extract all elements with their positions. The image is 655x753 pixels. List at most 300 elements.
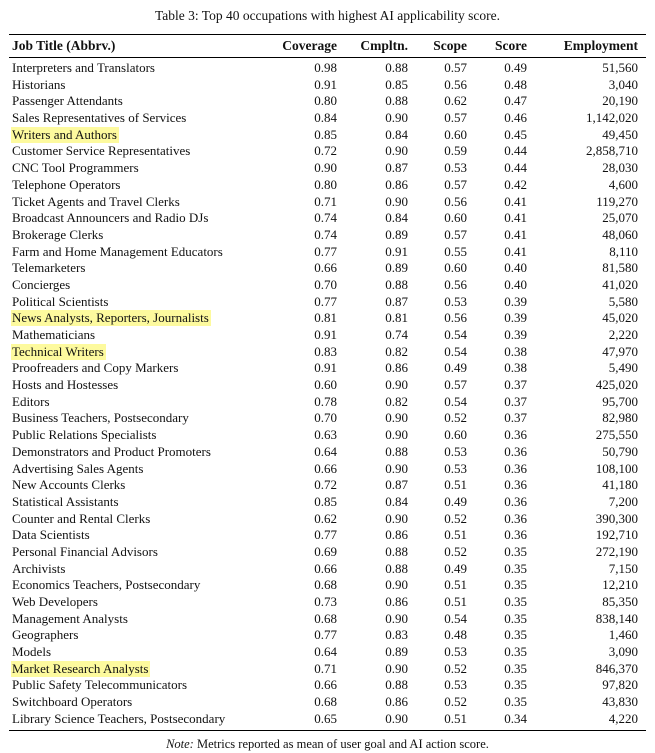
scope-value: 0.51: [444, 477, 467, 493]
employment-value: 275,550: [595, 427, 638, 443]
table-row: [9, 444, 646, 461]
scope-value: 0.57: [444, 110, 467, 126]
table-row: [9, 627, 646, 644]
job-title: Web Developers: [12, 594, 98, 609]
table-row: [9, 577, 646, 594]
job-title-cell: [9, 644, 267, 661]
coverage-value: 0.91: [314, 327, 337, 342]
score-value: 0.35: [504, 560, 527, 576]
employment-value: 43,830: [602, 694, 638, 710]
job-title: Sales Representatives of Services: [12, 110, 187, 126]
cmpltn-value: 0.86: [385, 176, 408, 192]
table-row: [9, 494, 646, 511]
cmpltn-value: 0.89: [385, 226, 408, 242]
scope-value: 0.60: [444, 210, 467, 226]
table-row: [9, 410, 646, 427]
job-title: Business Teachers, Postsecondary: [12, 410, 189, 426]
job-title-cell: [9, 561, 267, 578]
table-body: [9, 58, 646, 731]
scope-value: 0.60: [444, 427, 467, 443]
job-title-cell: [9, 577, 267, 594]
employment-value: 2,220: [608, 327, 638, 342]
employment-value: 82,980: [602, 410, 638, 426]
employment-value: 2,858,710: [586, 143, 638, 159]
coverage-value: 0.83: [314, 343, 337, 359]
job-title-cell: [9, 427, 267, 444]
coverage-value: 0.77: [314, 527, 337, 543]
employment-value: 4,220: [608, 710, 638, 726]
table-caption: Table 3: Top 40 occupations with highest AI applicability score.: [154, 8, 501, 23]
table-row: [9, 461, 646, 478]
coverage-value: 0.77: [314, 293, 337, 309]
job-title-cell: [9, 310, 267, 327]
coverage-value: 0.68: [314, 610, 337, 626]
employment-value: 846,370: [595, 660, 638, 676]
employment-value: 51,560: [602, 60, 638, 75]
job-title: Library Science Teachers, Postsecondary: [12, 710, 226, 726]
cmpltn-value: 0.82: [385, 343, 408, 359]
job-title: New Accounts Clerks: [12, 477, 126, 493]
job-title: Switchboard Operators: [12, 694, 133, 710]
employment-value: 12,210: [602, 577, 638, 593]
cmpltn-value: 0.90: [385, 427, 408, 443]
cmpltn-value: 0.88: [385, 560, 408, 576]
scope-value: 0.57: [444, 60, 467, 75]
table-row: [9, 58, 646, 77]
job-title: Concierges: [12, 276, 71, 292]
score-value: 0.36: [504, 427, 527, 443]
cmpltn-value: 0.90: [385, 710, 408, 726]
score-value: 0.35: [504, 660, 527, 676]
scope-value: 0.57: [444, 377, 467, 393]
job-title-cell: [9, 494, 267, 511]
note-label: Note:: [166, 736, 194, 751]
col-header-job-title: Job Title (Abbrv.): [9, 35, 267, 58]
scope-value: 0.57: [444, 226, 467, 242]
cmpltn-value: 0.86: [385, 694, 408, 710]
scope-value: 0.54: [444, 343, 467, 359]
coverage-value: 0.81: [314, 310, 337, 326]
employment-value: 5,490: [608, 360, 638, 376]
coverage-value: 0.64: [314, 644, 337, 660]
job-title: Ticket Agents and Travel Clerks: [12, 193, 180, 209]
score-value: 0.41: [504, 226, 527, 242]
job-title-cell: [9, 627, 267, 644]
cmpltn-value: 0.90: [385, 410, 408, 426]
job-title: Broadcast Announcers and Radio DJs: [12, 210, 209, 226]
coverage-value: 0.63: [314, 427, 337, 443]
score-value: 0.39: [504, 310, 527, 326]
job-title-cell: [9, 694, 267, 711]
employment-value: 8,110: [609, 243, 638, 259]
job-title-cell: [9, 677, 267, 694]
job-title: Editors: [12, 393, 50, 409]
employment-value: 425,020: [595, 377, 638, 393]
coverage-value: 0.74: [314, 226, 337, 242]
cmpltn-value: 0.88: [385, 60, 408, 75]
job-title-cell: [9, 344, 267, 361]
coverage-value: 0.77: [314, 627, 337, 643]
cmpltn-value: 0.86: [385, 360, 408, 376]
job-title: Passenger Attendants: [12, 93, 123, 109]
coverage-value: 0.80: [314, 93, 337, 109]
table-row: [9, 611, 646, 628]
cmpltn-value: 0.88: [385, 93, 408, 109]
job-title: Telemarketers: [12, 260, 86, 276]
scope-value: 0.52: [444, 510, 467, 526]
employment-value: 390,300: [595, 510, 638, 526]
cmpltn-value: 0.87: [385, 160, 408, 176]
cmpltn-value: 0.74: [385, 327, 408, 342]
job-title: Geographers: [12, 627, 79, 643]
coverage-value: 0.66: [314, 677, 337, 693]
table-row: [9, 77, 646, 94]
table-row: [9, 210, 646, 227]
table-row: [9, 561, 646, 578]
coverage-value: 0.66: [314, 260, 337, 276]
job-title: Historians: [12, 76, 66, 92]
cmpltn-value: 0.90: [385, 460, 408, 476]
employment-value: 7,200: [608, 493, 638, 509]
coverage-value: 0.69: [314, 543, 337, 559]
table-row: [9, 294, 646, 311]
cmpltn-value: 0.90: [385, 510, 408, 526]
scope-value: 0.53: [444, 293, 467, 309]
employment-value: 85,350: [602, 594, 638, 609]
job-title-cell: [9, 461, 267, 478]
cmpltn-value: 0.83: [385, 627, 408, 643]
employment-value: 97,820: [602, 677, 638, 693]
cmpltn-value: 0.90: [385, 577, 408, 593]
score-value: 0.41: [504, 243, 527, 259]
job-title-cell: [9, 143, 267, 160]
score-value: 0.36: [504, 460, 527, 476]
job-title: CNC Tool Programmers: [12, 160, 139, 176]
coverage-value: 0.78: [314, 393, 337, 409]
job-title-highlighted: Technical Writers: [12, 343, 104, 359]
coverage-value: 0.80: [314, 176, 337, 192]
scope-value: 0.57: [444, 176, 467, 192]
cmpltn-value: 0.89: [385, 644, 408, 660]
table-row: [9, 427, 646, 444]
job-title: Management Analysts: [12, 610, 128, 626]
employment-value: 50,790: [602, 443, 638, 459]
cmpltn-value: 0.89: [385, 260, 408, 276]
employment-value: 192,710: [595, 527, 638, 543]
coverage-value: 0.85: [314, 126, 337, 142]
score-value: 0.44: [504, 160, 527, 176]
score-value: 0.41: [504, 193, 527, 209]
employment-value: 49,450: [602, 126, 638, 142]
table-row: [9, 711, 646, 730]
cmpltn-value: 0.84: [385, 126, 408, 142]
employment-value: 272,190: [595, 543, 638, 559]
header-row: [9, 35, 646, 58]
job-title: Interpreters and Translators: [12, 60, 155, 75]
coverage-value: 0.68: [314, 577, 337, 593]
score-value: 0.37: [504, 377, 527, 393]
table-row: [9, 327, 646, 344]
scope-value: 0.49: [444, 560, 467, 576]
table-row: [9, 244, 646, 261]
job-title: Public Relations Specialists: [12, 427, 157, 443]
job-title-cell: [9, 160, 267, 177]
coverage-value: 0.74: [314, 210, 337, 226]
employment-value: 108,100: [595, 460, 638, 476]
employment-value: 1,460: [608, 627, 638, 643]
job-title-cell: [9, 110, 267, 127]
employment-value: 28,030: [602, 160, 638, 176]
occupations-table: [9, 34, 646, 731]
job-title-cell: [9, 327, 267, 344]
table-row: [9, 544, 646, 561]
table-row: [9, 694, 646, 711]
table-row: [9, 110, 646, 127]
score-value: 0.42: [504, 176, 527, 192]
score-value: 0.39: [504, 293, 527, 309]
scope-value: 0.54: [444, 327, 467, 342]
employment-value: 81,580: [602, 260, 638, 276]
scope-value: 0.52: [444, 694, 467, 710]
employment-value: 25,070: [602, 210, 638, 226]
coverage-value: 0.91: [314, 76, 337, 92]
coverage-value: 0.72: [314, 477, 337, 493]
scope-value: 0.56: [444, 276, 467, 292]
table-row: [9, 260, 646, 277]
coverage-value: 0.64: [314, 443, 337, 459]
job-title: Brokerage Clerks: [12, 226, 104, 242]
coverage-value: 0.73: [314, 594, 337, 609]
scope-value: 0.62: [444, 93, 467, 109]
job-title: Political Scientists: [12, 293, 109, 309]
cmpltn-value: 0.86: [385, 527, 408, 543]
job-title-cell: [9, 444, 267, 461]
table-note: [0, 737, 655, 752]
score-value: 0.37: [504, 410, 527, 426]
cmpltn-value: 0.88: [385, 443, 408, 459]
score-value: 0.35: [504, 677, 527, 693]
cmpltn-value: 0.90: [385, 610, 408, 626]
employment-value: 3,040: [608, 76, 638, 92]
coverage-value: 0.71: [314, 193, 337, 209]
coverage-value: 0.68: [314, 694, 337, 710]
score-value: 0.34: [504, 710, 527, 726]
table-row: [9, 160, 646, 177]
job-title: Public Safety Telecommunicators: [12, 677, 188, 693]
table-row: [9, 377, 646, 394]
employment-value: 5,580: [608, 293, 638, 309]
table-row: [9, 661, 646, 678]
employment-value: 1,142,020: [586, 110, 638, 126]
job-title-cell: [9, 377, 267, 394]
scope-value: 0.48: [444, 627, 467, 643]
score-value: 0.47: [504, 93, 527, 109]
score-value: 0.35: [504, 644, 527, 660]
job-title-cell: [9, 210, 267, 227]
job-title-cell: [9, 77, 267, 94]
scope-value: 0.53: [444, 677, 467, 693]
score-value: 0.36: [504, 510, 527, 526]
employment-value: 119,270: [596, 193, 638, 209]
coverage-value: 0.90: [314, 160, 337, 176]
employment-value: 4,600: [608, 176, 638, 192]
score-value: 0.49: [504, 60, 527, 75]
job-title: Telephone Operators: [12, 176, 121, 192]
job-title-cell: [9, 227, 267, 244]
scope-value: 0.53: [444, 160, 467, 176]
job-title-cell: [9, 194, 267, 211]
employment-value: 45,020: [602, 310, 638, 326]
coverage-value: 0.77: [314, 243, 337, 259]
table-row: [9, 127, 646, 144]
cmpltn-value: 0.87: [385, 477, 408, 493]
cmpltn-value: 0.86: [385, 594, 408, 609]
job-title-cell: [9, 294, 267, 311]
coverage-value: 0.84: [314, 110, 337, 126]
scope-value: 0.55: [444, 243, 467, 259]
scope-value: 0.54: [444, 610, 467, 626]
job-title-cell: [9, 277, 267, 294]
job-title: Mathematicians: [12, 327, 96, 342]
score-value: 0.40: [504, 260, 527, 276]
employment-value: 48,060: [602, 226, 638, 242]
score-value: 0.44: [504, 143, 527, 159]
job-title-cell: [9, 611, 267, 628]
scope-value: 0.49: [444, 360, 467, 376]
table-row: [9, 677, 646, 694]
scope-value: 0.56: [444, 193, 467, 209]
cmpltn-value: 0.90: [385, 377, 408, 393]
table-row: [9, 194, 646, 211]
coverage-value: 0.91: [314, 360, 337, 376]
score-value: 0.36: [504, 477, 527, 493]
score-value: 0.37: [504, 393, 527, 409]
score-value: 0.36: [504, 527, 527, 543]
table-row: [9, 227, 646, 244]
table-row: [9, 394, 646, 411]
score-value: 0.41: [504, 210, 527, 226]
job-title-cell: [9, 177, 267, 194]
scope-value: 0.56: [444, 310, 467, 326]
coverage-value: 0.85: [314, 493, 337, 509]
score-value: 0.36: [504, 443, 527, 459]
employment-value: 47,970: [602, 343, 638, 359]
table-row: [9, 644, 646, 661]
job-title-cell: [9, 127, 267, 144]
job-title-cell: [9, 93, 267, 110]
scope-value: 0.51: [444, 710, 467, 726]
table-row: [9, 277, 646, 294]
col-header-scope: Scope: [408, 35, 467, 58]
table-row: [9, 527, 646, 544]
job-title: Counter and Rental Clerks: [12, 510, 151, 526]
job-title-cell: [9, 244, 267, 261]
coverage-value: 0.98: [314, 60, 337, 75]
employment-value: 20,190: [602, 93, 638, 109]
coverage-value: 0.71: [314, 660, 337, 676]
score-value: 0.38: [504, 343, 527, 359]
job-title-cell: [9, 260, 267, 277]
employment-value: 7,150: [608, 560, 638, 576]
coverage-value: 0.65: [314, 710, 337, 726]
scope-value: 0.53: [444, 644, 467, 660]
coverage-value: 0.66: [314, 560, 337, 576]
score-value: 0.48: [504, 76, 527, 92]
job-title-highlighted: Writers and Authors: [12, 126, 117, 142]
table-row: [9, 511, 646, 528]
score-value: 0.35: [504, 594, 527, 609]
score-value: 0.35: [504, 694, 527, 710]
table-row: [9, 594, 646, 611]
cmpltn-value: 0.90: [385, 193, 408, 209]
coverage-value: 0.70: [314, 276, 337, 292]
table-row: [9, 177, 646, 194]
job-title-highlighted: Market Research Analysts: [12, 660, 149, 676]
scope-value: 0.60: [444, 260, 467, 276]
table-row: [9, 344, 646, 361]
employment-value: 41,020: [602, 276, 638, 292]
job-title: Proofreaders and Copy Markers: [12, 360, 179, 376]
scope-value: 0.54: [444, 393, 467, 409]
job-title: Data Scientists: [12, 527, 90, 543]
coverage-value: 0.72: [314, 143, 337, 159]
job-title: Customer Service Representatives: [12, 143, 191, 159]
job-title-cell: [9, 527, 267, 544]
note-text: Metrics reported as mean of user goal and AI action score.: [193, 736, 489, 751]
cmpltn-value: 0.88: [385, 276, 408, 292]
cmpltn-value: 0.84: [385, 493, 408, 509]
table-row: [9, 360, 646, 377]
coverage-value: 0.60: [314, 377, 337, 393]
table-row: [9, 93, 646, 110]
job-title: Farm and Home Management Educators: [12, 243, 223, 259]
scope-value: 0.53: [444, 443, 467, 459]
col-header-coverage: Coverage: [267, 35, 337, 58]
coverage-value: 0.70: [314, 410, 337, 426]
cmpltn-value: 0.91: [385, 243, 408, 259]
score-value: 0.35: [504, 577, 527, 593]
score-value: 0.36: [504, 493, 527, 509]
score-value: 0.35: [504, 610, 527, 626]
score-value: 0.38: [504, 360, 527, 376]
job-title: Personal Financial Advisors: [12, 543, 158, 559]
table-header: [9, 35, 646, 58]
job-title-cell: [9, 511, 267, 528]
job-title-cell: [9, 594, 267, 611]
scope-value: 0.60: [444, 126, 467, 142]
score-value: 0.45: [504, 126, 527, 142]
table-row: [9, 143, 646, 160]
job-title-cell: [9, 711, 267, 730]
job-title: Economics Teachers, Postsecondary: [12, 577, 201, 593]
job-title-cell: [9, 544, 267, 561]
job-title: Demonstrators and Product Promoters: [12, 443, 211, 459]
employment-value: 838,140: [595, 610, 638, 626]
job-title: Statistical Assistants: [12, 493, 119, 509]
cmpltn-value: 0.90: [385, 143, 408, 159]
scope-value: 0.51: [444, 527, 467, 543]
coverage-value: 0.66: [314, 460, 337, 476]
cmpltn-value: 0.90: [385, 110, 408, 126]
cmpltn-value: 0.81: [385, 310, 408, 326]
cmpltn-value: 0.84: [385, 210, 408, 226]
scope-value: 0.52: [444, 543, 467, 559]
job-title-cell: [9, 394, 267, 411]
scope-value: 0.53: [444, 460, 467, 476]
cmpltn-value: 0.90: [385, 660, 408, 676]
score-value: 0.39: [504, 327, 527, 342]
job-title-cell: [9, 58, 267, 77]
